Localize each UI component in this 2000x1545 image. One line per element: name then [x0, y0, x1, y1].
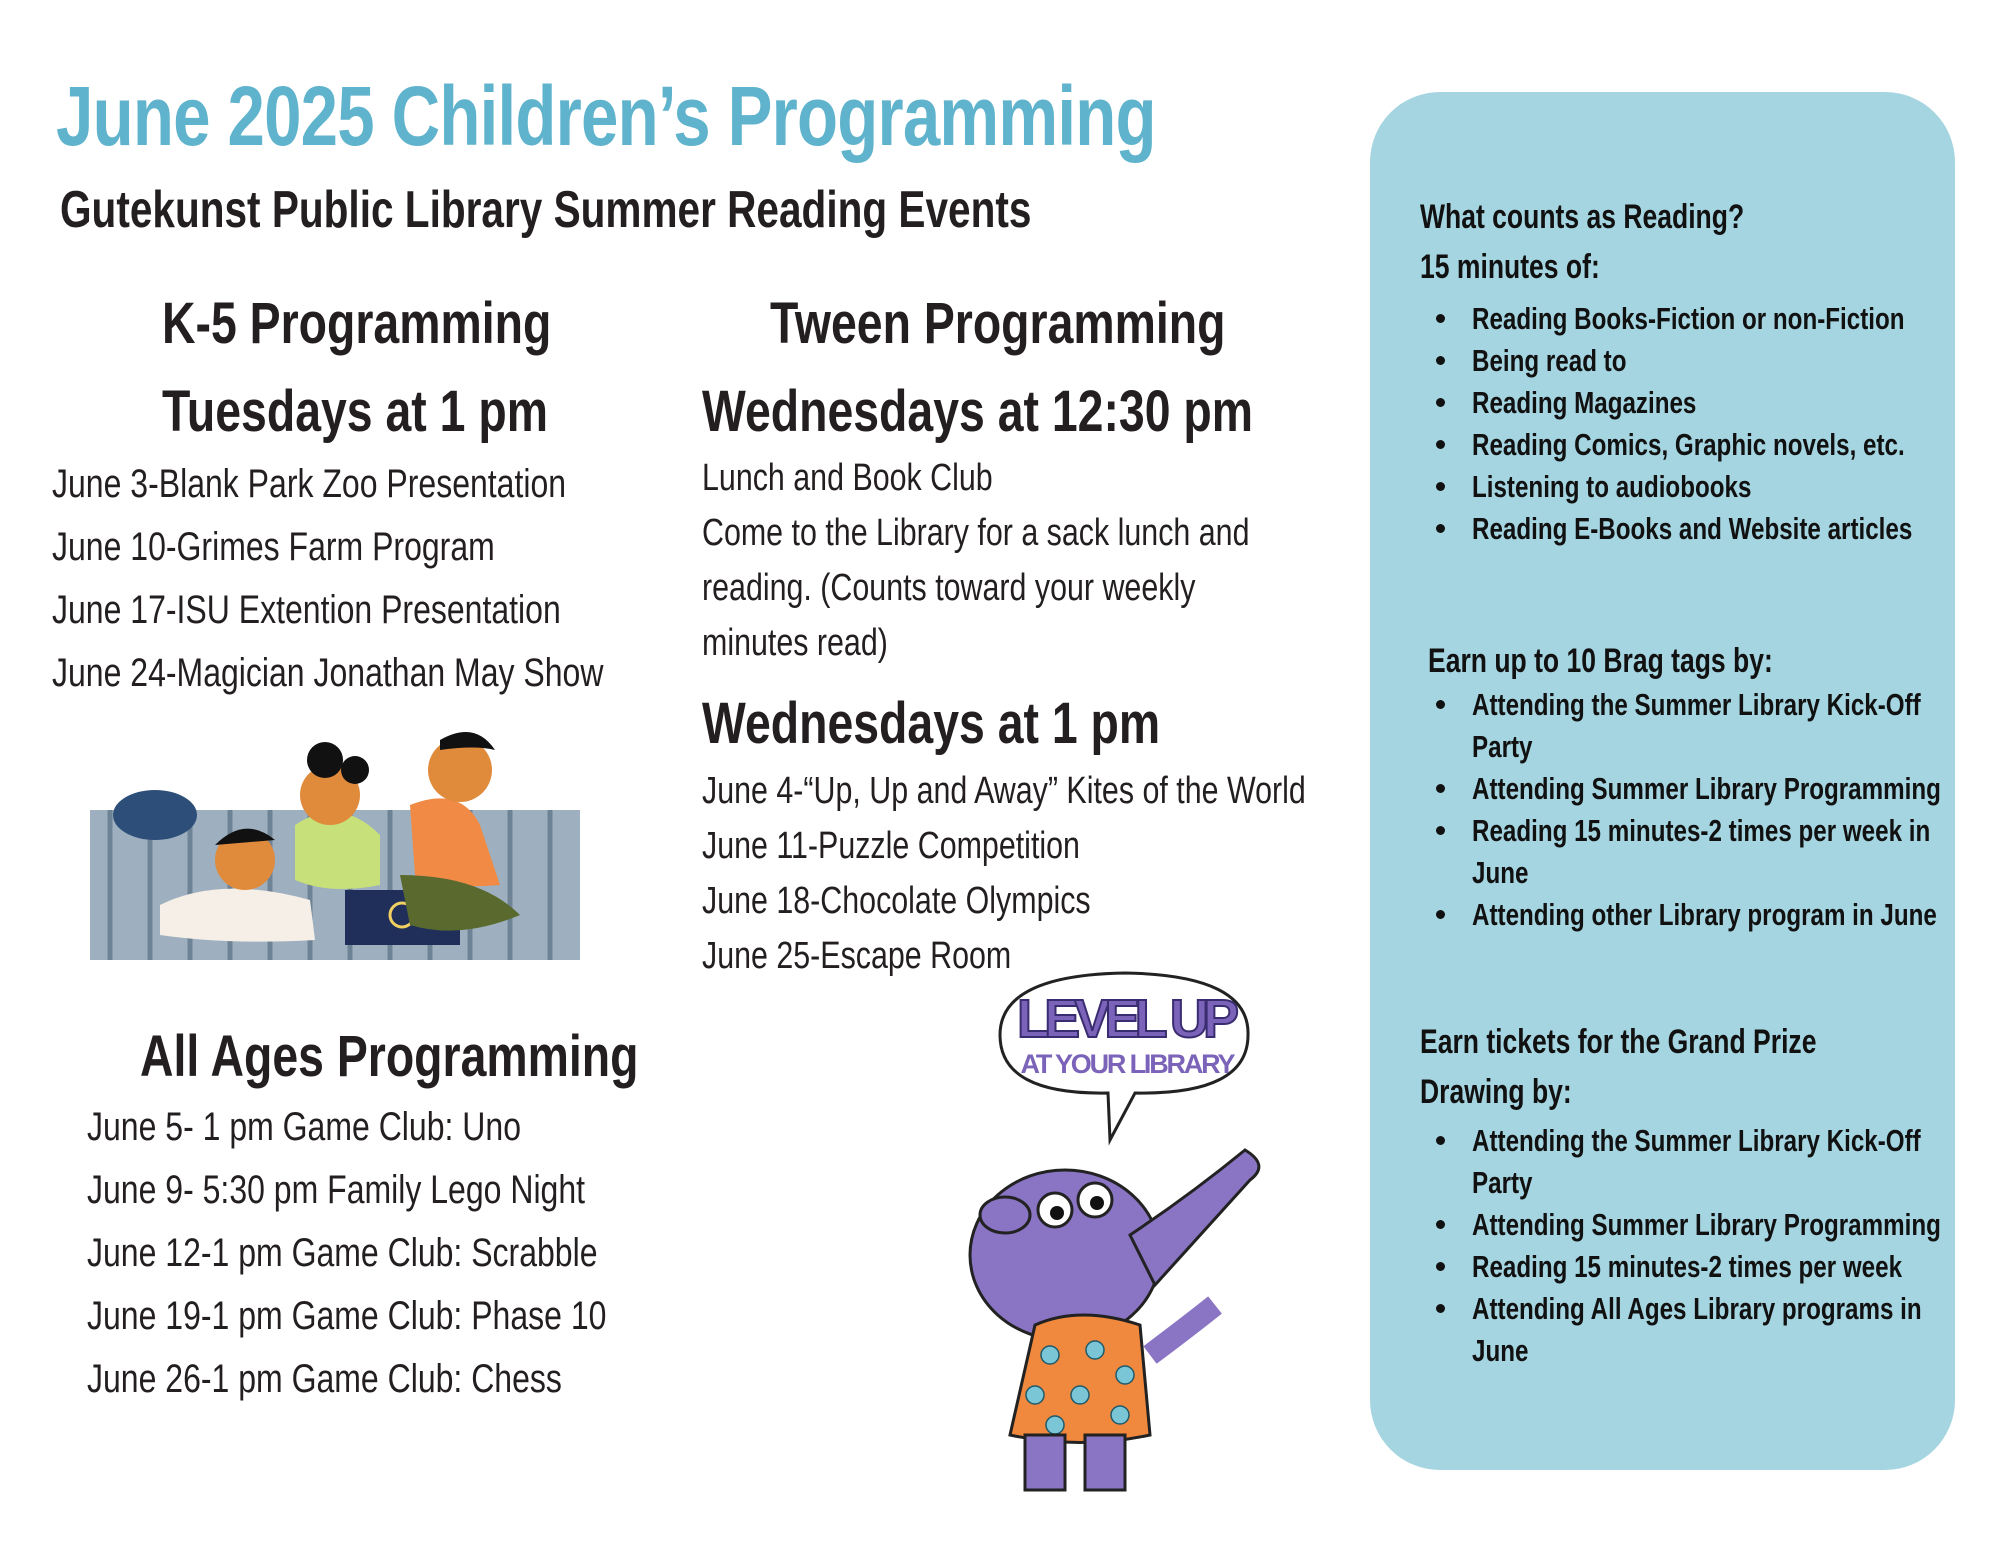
page-subtitle: Gutekunst Public Library Summer Reading Events [60, 181, 1032, 239]
list-item: June 17-ISU Extention Presentation [52, 588, 561, 632]
description-line: Lunch and Book Club [702, 457, 993, 499]
tween-description [702, 457, 1386, 677]
list-item: Listening to audiobooks [1420, 466, 2000, 508]
list-item: Reading Books-Fiction or non-Fiction [1420, 298, 2000, 340]
mascot-subtitle: AT YOUR LIBRARY [1020, 1049, 1236, 1079]
list-item: Attending All Ages Library programs in June [1420, 1288, 2000, 1372]
prize-title-cont: Drawing by: [1420, 1073, 1572, 1111]
list-item: Attending the Summer Library Kick-Off Party [1420, 684, 2000, 768]
list-item: June 25-Escape Room [702, 935, 1012, 977]
prize-title-block [1420, 1023, 1928, 1123]
list-item: June 3-Blank Park Zoo Presentation [52, 462, 567, 506]
reading-list [1420, 298, 2000, 550]
tween-schedule-1: Wednesdays at 12:30 pm [702, 379, 1254, 444]
list-item: Reading Comics, Graphic novels, etc. [1420, 424, 2000, 466]
k5-event-list [52, 462, 741, 714]
all-ages-heading: All Ages Programming [140, 1024, 639, 1089]
list-item: Reading 15 minutes-2 times per week in June [1420, 810, 2000, 894]
list-item: Attending the Summer Library Kick-Off Party [1420, 1120, 2000, 1204]
level-up-mascot [960, 965, 1300, 1505]
children-playing-illustration [80, 715, 585, 965]
page-title: June 2025 Children’s Programming [56, 69, 1156, 163]
list-item: June 10-Grimes Farm Program [52, 525, 495, 569]
prize-list [1420, 1120, 2000, 1372]
reading-title-block [1420, 198, 1836, 298]
list-item: Attending Summer Library Programming [1420, 768, 2000, 810]
list-item: June 12-1 pm Game Club: Scrabble [87, 1231, 598, 1275]
mascot-title: LEVEL UP [1017, 989, 1239, 1049]
k5-schedule: Tuesdays at 1 pm [162, 379, 548, 444]
brag-list [1420, 684, 2000, 936]
reading-title: What counts as Reading? [1420, 198, 1745, 236]
list-item: Reading Magazines [1420, 382, 2000, 424]
tween-event-list [702, 770, 1457, 990]
list-item: Attending Summer Library Programming [1420, 1204, 2000, 1246]
k5-heading: K-5 Programming [162, 291, 552, 356]
list-item: June 19-1 pm Game Club: Phase 10 [87, 1294, 607, 1338]
list-item: June 4-“Up, Up and Away” Kites of the World [702, 770, 1306, 812]
list-item: Being read to [1420, 340, 2000, 382]
list-item: June 5- 1 pm Game Club: Uno [87, 1105, 521, 1149]
list-item: Attending other Library program in June [1420, 894, 2000, 936]
brag-title: Earn up to 10 Brag tags by: [1428, 642, 1773, 680]
list-item: June 11-Puzzle Competition [702, 825, 1080, 867]
prize-title: Earn tickets for the Grand Prize [1420, 1023, 1817, 1061]
list-item: Reading E-Books and Website articles [1420, 508, 2000, 550]
list-item: June 26-1 pm Game Club: Chess [87, 1357, 562, 1401]
tween-heading: Tween Programming [770, 291, 1226, 356]
tween-schedule-2: Wednesdays at 1 pm [702, 691, 1161, 756]
list-item: June 9- 5:30 pm Family Lego Night [87, 1168, 586, 1212]
description-line: Come to the Library for a sack lunch and [702, 512, 1250, 554]
list-item: June 18-Chocolate Olympics [702, 880, 1091, 922]
description-line: minutes read) [702, 622, 888, 664]
description-line: reading. (Counts toward your weekly [702, 567, 1196, 609]
reading-subtitle: 15 minutes of: [1420, 248, 1600, 286]
list-item: Reading 15 minutes-2 times per week [1420, 1246, 2000, 1288]
list-item: June 24-Magician Jonathan May Show [52, 651, 604, 695]
all-ages-event-list [87, 1105, 736, 1420]
